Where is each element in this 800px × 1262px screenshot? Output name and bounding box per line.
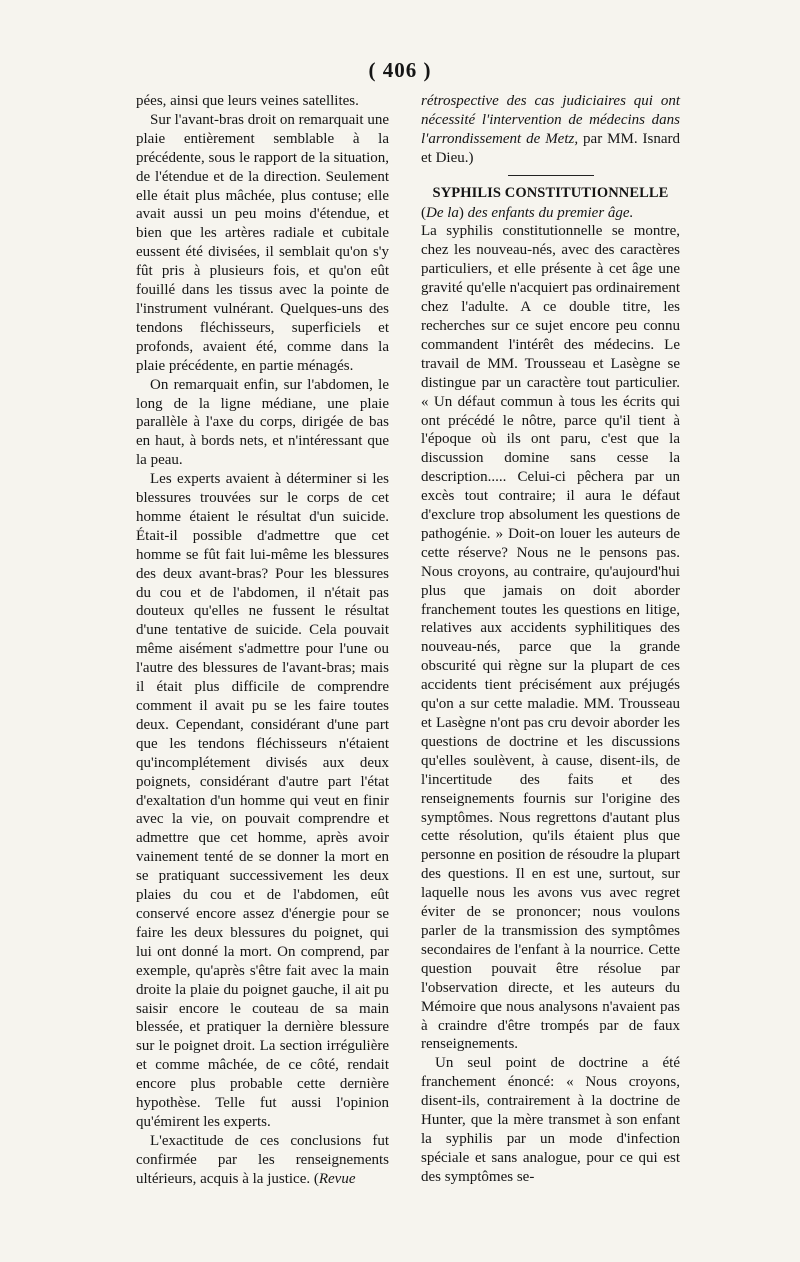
section-title: SYPHILIS CONSTITUTIONNELLE	[432, 184, 669, 201]
subtitle-part-b: des enfants du premier âge.	[467, 204, 634, 221]
source-citation-authors: par MM. Isnard et Dieu.)	[421, 130, 680, 166]
paragraph: Les experts avaient à déterminer si les blessures trouvées sur le corps de cet homme étaient le résultat d'un suicide. Était-il possible d'admettre que cet homme se fût fait lui-même les blessures des deux avant-bras? Pour les blessures du cou et de l'abdomen, il n'était pas douteux qu'elles ne fussent le résultat d'une tentative de suicide. Cela pouvait même aisément s'admettre pour l'une ou l'autre des blessures de l'avant-bras; mais il était plus difficile de comprendre comment il avait pu se les faire toutes deux. Cependant, considérant d'une part que les tendons fléchisseurs n'étaient qu'incomplétement divisés aux deux poignets, considérant d'autre part l'état d'exaltation d'un homme qui veut en finir avec la vie, on pouvait comprendre et admettre que cet homme, après avoir vainement tenté de se donner la mort en se pratiquant successivement les deux plaies du cou et de l'abdomen, eût conservé encore assez d'énergie pour se faire les deux blessures du poignet, qui lui ont donné la mort. On comprend, par exemple, qu'après s'être fait avec la main droite la plaie du poignet gauche, il ait pu saisir encore le couteau de sa main blessée, et pratiquer la dernière blessure sur le poignet droit. La section irrégulière et comme mâchée, de ce côté, rendait encore plus probable cette dernière hypothèse. Telle fut aussi l'opinion qu'émirent les experts.	[136, 471, 389, 1130]
paragraph: On remarquait enfin, sur l'abdomen, le long de la ligne médiane, une plaie parallèle à l'axe du corps, dirigée de bas en haut, à bords nets, et n'intéressant que la peau.	[136, 376, 389, 469]
paragraph-text: L'exactitude de ces conclusions fut confirmée par les renseignements ultérieurs, acquis à la justice. (	[136, 1132, 389, 1187]
section-subtitle	[421, 204, 680, 223]
subtitle-paren-close: )	[458, 204, 468, 221]
right-column	[421, 92, 680, 1187]
source-citation	[421, 92, 680, 168]
left-column	[136, 92, 389, 1189]
paragraph: Sur l'avant-bras droit on remarquait une plaie entièrement semblable à la précédente, sous le rapport de la situation, de l'étendue et de la direction. Seulement elle était plus mâchée, plus contuse; elle avait aussi un peu moins d'étendue, et bien que les artères radiale et cubitale eussent été divisées, il semblait qu'on s'y fût pris à plusieurs fois, et qu'on eût fouillé dans les tissus avec la pointe de l'instrument vulnérant. Quelques-uns des tendons fléchisseurs, superficiels et profonds, avaient été, comme dans la plaie précédente, en partie ménagés.	[136, 111, 389, 374]
subtitle-paren-open: (	[421, 204, 426, 221]
source-citation-start: Revue	[318, 1170, 356, 1187]
subtitle-part-a: De la	[426, 204, 459, 221]
paragraph	[136, 1132, 389, 1189]
section-divider	[508, 175, 594, 176]
source-citation-italic: rétrospective des cas judiciaires qui ont nécessité l'intervention de médecins dans l'arrondissement de Metz,	[421, 93, 680, 147]
paragraph: pées, ainsi que leurs veines satellites.	[136, 93, 359, 109]
paragraph: La syphilis constitutionnelle se montre, chez les nouveau-nés, avec des caractères particuliers, et elle présente à cet âge une gravité qu'elle n'acquiert pas ordinairement chez l'adulte. A ce double titre, les recherches sur ce sujet encore peu connu commandent l'intérêt des médecins. Le travail de MM. Trousseau et Lasègne se distingue par un caractère tout particulier. « Un défaut commun à tous les écrits qui ont précédé le nôtre, parce qu'il tient à l'époque où ils ont paru, c'est que la discussion domine sans cesse la description..... Celui-ci pêchera par un excès tout contraire; il aura le défaut d'exclure trop absolument les questions de pathogénie. » Doit-on louer les auteurs de cette réserve? Nous ne le pensons pas. Nous croyons, au contraire, qu'aujourd'hui plus que jamais on doit aborder franchement toutes les questions en litige, relatives aux accidents syphilitiques des nouveau-nés, parce que la grande obscurité qui règne sur la plupart de ces accidents tient précisément aux préjugés qu'on a sur cette maladie. MM. Trousseau et Lasègne n'ont pas cru devoir aborder les questions de doctrine et les discussions qu'elles soulèvent, à cause, disent-ils, de l'incertitude des faits et des renseignements fournis sur l'origine des symptômes. Nous regrettons d'autant plus cette résolution, qu'ils étaient plus que personne en position de résoudre la plupart des questions. Il en est une, surtout, sur laquelle nous les avons vus avec regret éviter de se prononcer; nous voulons parler de la transmission des symptômes secondaires de l'enfant à la nourrice. Cette question pouvait être résolue par l'observation directe, et les auteurs du Mémoire que nous analysons n'avaient pas à craindre d'être trompés par de faux renseignements.	[421, 223, 680, 1053]
page-number: ( 406 )	[368, 58, 432, 82]
paragraph: Un seul point de doctrine a été franchement énoncé: « Nous croyons, disent-ils, contrairement à la doctrine de Hunter, que la mère transmet à son enfant la syphilis par un mode d'infection spéciale et sans analogue, pour ce qui est des symptômes se-	[421, 1055, 680, 1185]
